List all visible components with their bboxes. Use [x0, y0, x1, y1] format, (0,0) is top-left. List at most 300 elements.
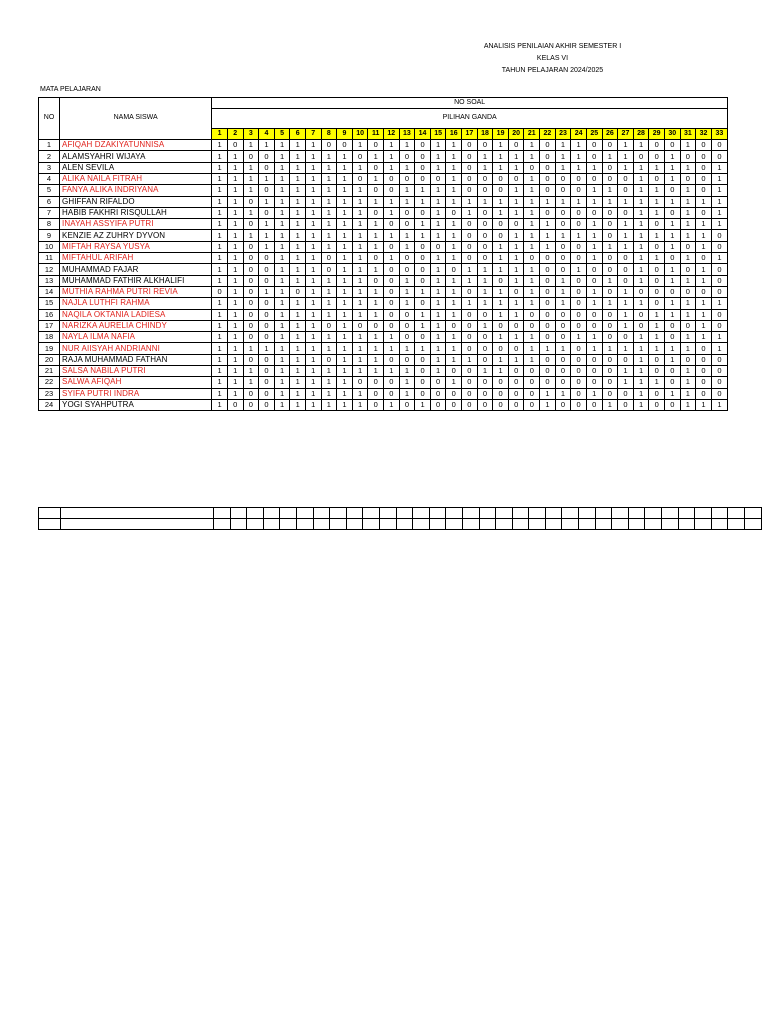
score-cell: 0 — [555, 332, 571, 343]
score-cell: 0 — [586, 354, 602, 365]
score-cell: 0 — [571, 377, 587, 388]
score-cell: 1 — [633, 343, 649, 354]
score-cell: 1 — [227, 162, 243, 173]
score-cell: 1 — [399, 275, 415, 286]
score-cell: 1 — [305, 332, 321, 343]
row-number: 4 — [39, 173, 60, 184]
score-cell: 1 — [462, 264, 478, 275]
score-cell: 0 — [368, 162, 384, 173]
row-number: 14 — [39, 286, 60, 297]
score-cell: 0 — [493, 388, 509, 399]
score-cell: 0 — [493, 275, 509, 286]
score-cell: 0 — [477, 230, 493, 241]
score-cell: 1 — [243, 343, 259, 354]
score-cell: 0 — [602, 309, 618, 320]
table-row — [39, 388, 728, 399]
score-cell: 1 — [352, 196, 368, 207]
score-cell: 1 — [274, 264, 290, 275]
score-cell: 0 — [664, 332, 680, 343]
score-cell: 1 — [649, 162, 665, 173]
score-cell: 0 — [586, 173, 602, 184]
score-cell: 1 — [384, 230, 400, 241]
score-cell: 0 — [243, 354, 259, 365]
score-cell: 1 — [446, 286, 462, 297]
score-cell: 1 — [524, 151, 540, 162]
score-cell: 1 — [227, 309, 243, 320]
score-cell: 1 — [540, 399, 556, 410]
score-cell: 0 — [430, 241, 446, 252]
score-cell: 0 — [462, 366, 478, 377]
score-cell: 0 — [555, 185, 571, 196]
score-cell: 1 — [305, 275, 321, 286]
score-cell: 0 — [571, 207, 587, 218]
score-cell: 1 — [508, 298, 524, 309]
question-number: 9 — [337, 128, 353, 139]
score-cell: 1 — [555, 140, 571, 151]
score-cell: 1 — [618, 219, 634, 230]
score-cell: 1 — [274, 196, 290, 207]
student-name: NARIZKA AURELIA CHINDY — [60, 320, 212, 331]
score-cell: 0 — [477, 388, 493, 399]
score-cell: 0 — [243, 399, 259, 410]
score-cell: 1 — [337, 173, 353, 184]
score-cell: 0 — [415, 275, 431, 286]
score-cell: 0 — [243, 286, 259, 297]
score-cell: 0 — [649, 286, 665, 297]
score-cell: 0 — [680, 264, 696, 275]
score-cell: 0 — [540, 354, 556, 365]
score-cell: 0 — [477, 332, 493, 343]
empty-cell — [429, 519, 446, 530]
question-number: 12 — [384, 128, 400, 139]
score-cell: 1 — [243, 140, 259, 151]
score-cell: 1 — [337, 151, 353, 162]
score-cell: 0 — [477, 399, 493, 410]
score-cell: 1 — [384, 207, 400, 218]
score-cell: 0 — [602, 332, 618, 343]
score-cell: 0 — [571, 399, 587, 410]
empty-cell — [462, 519, 479, 530]
no-soal-header: NO SOAL — [212, 98, 728, 109]
score-cell: 1 — [508, 264, 524, 275]
score-cell: 1 — [337, 298, 353, 309]
score-cell: 1 — [664, 219, 680, 230]
score-cell: 1 — [680, 343, 696, 354]
score-cell: 1 — [524, 207, 540, 218]
empty-cell — [678, 508, 695, 519]
score-cell: 0 — [259, 366, 275, 377]
score-cell: 1 — [680, 185, 696, 196]
score-cell: 0 — [508, 173, 524, 184]
score-cell: 1 — [415, 399, 431, 410]
score-cell: 1 — [243, 377, 259, 388]
score-cell: 0 — [680, 241, 696, 252]
score-cell: 1 — [212, 309, 228, 320]
score-cell: 0 — [259, 207, 275, 218]
score-cell: 1 — [586, 162, 602, 173]
score-cell: 1 — [384, 162, 400, 173]
score-cell: 1 — [586, 196, 602, 207]
score-cell: 1 — [633, 388, 649, 399]
score-cell: 1 — [352, 332, 368, 343]
score-cell: 1 — [352, 185, 368, 196]
score-cell: 1 — [680, 388, 696, 399]
score-cell: 1 — [508, 151, 524, 162]
score-cell: 1 — [321, 366, 337, 377]
score-cell: 0 — [696, 151, 712, 162]
score-cell: 0 — [259, 354, 275, 365]
no-header-bottom — [39, 128, 60, 139]
score-cell: 1 — [352, 388, 368, 399]
score-cell: 0 — [602, 207, 618, 218]
score-cell: 1 — [633, 264, 649, 275]
score-cell: 1 — [321, 173, 337, 184]
score-cell: 0 — [243, 151, 259, 162]
score-cell: 1 — [430, 207, 446, 218]
score-cell: 1 — [212, 230, 228, 241]
score-cell: 1 — [259, 173, 275, 184]
score-cell: 0 — [664, 185, 680, 196]
score-cell: 1 — [321, 151, 337, 162]
score-cell: 0 — [415, 354, 431, 365]
score-cell: 1 — [493, 162, 509, 173]
score-cell: 1 — [321, 399, 337, 410]
score-cell: 1 — [540, 241, 556, 252]
score-cell: 1 — [664, 196, 680, 207]
score-cell: 1 — [321, 185, 337, 196]
score-cell: 1 — [305, 219, 321, 230]
score-cell: 1 — [680, 377, 696, 388]
score-cell: 1 — [696, 275, 712, 286]
score-cell: 1 — [524, 286, 540, 297]
score-cell: 1 — [493, 354, 509, 365]
score-cell: 0 — [555, 207, 571, 218]
empty-cell — [695, 508, 712, 519]
score-cell: 1 — [227, 253, 243, 264]
score-cell: 1 — [524, 354, 540, 365]
score-cell: 0 — [462, 140, 478, 151]
score-cell: 0 — [415, 253, 431, 264]
score-cell: 1 — [508, 196, 524, 207]
score-cell: 0 — [243, 320, 259, 331]
score-cell: 1 — [352, 264, 368, 275]
score-cell: 1 — [290, 140, 306, 151]
score-cell: 1 — [321, 275, 337, 286]
score-cell: 0 — [259, 253, 275, 264]
score-cell: 0 — [664, 366, 680, 377]
empty-cell — [628, 519, 645, 530]
score-cell: 1 — [212, 140, 228, 151]
empty-cell — [512, 519, 529, 530]
score-cell: 0 — [618, 275, 634, 286]
score-cell: 1 — [493, 207, 509, 218]
score-cell: 1 — [446, 253, 462, 264]
score-cell: 1 — [274, 151, 290, 162]
score-cell: 1 — [696, 320, 712, 331]
score-cell: 0 — [602, 162, 618, 173]
score-cell: 0 — [384, 309, 400, 320]
empty-cell — [628, 508, 645, 519]
score-cell: 1 — [415, 219, 431, 230]
score-cell: 1 — [227, 241, 243, 252]
score-cell: 1 — [384, 140, 400, 151]
score-cell: 1 — [243, 366, 259, 377]
score-cell: 1 — [305, 230, 321, 241]
score-cell: 1 — [305, 320, 321, 331]
score-cell: 1 — [352, 399, 368, 410]
empty-row — [39, 519, 762, 530]
empty-cell — [429, 508, 446, 519]
score-cell: 1 — [305, 399, 321, 410]
score-cell: 1 — [305, 207, 321, 218]
score-cell: 0 — [259, 185, 275, 196]
score-cell: 1 — [337, 219, 353, 230]
score-cell: 0 — [571, 173, 587, 184]
score-cell: 0 — [680, 354, 696, 365]
score-cell: 0 — [586, 140, 602, 151]
score-cell: 1 — [352, 366, 368, 377]
score-cell: 1 — [227, 196, 243, 207]
score-cell: 0 — [664, 377, 680, 388]
score-cell: 1 — [352, 309, 368, 320]
score-cell: 0 — [243, 332, 259, 343]
score-cell: 1 — [290, 185, 306, 196]
score-cell: 0 — [633, 151, 649, 162]
score-cell: 1 — [508, 230, 524, 241]
score-cell: 1 — [227, 275, 243, 286]
row-number: 15 — [39, 298, 60, 309]
score-cell: 1 — [212, 298, 228, 309]
row-number: 18 — [39, 332, 60, 343]
score-cell: 1 — [649, 185, 665, 196]
score-cell: 1 — [227, 264, 243, 275]
score-cell: 1 — [430, 219, 446, 230]
score-cell: 0 — [462, 377, 478, 388]
score-cell: 0 — [508, 286, 524, 297]
score-cell: 0 — [524, 377, 540, 388]
score-cell: 1 — [368, 173, 384, 184]
score-cell: 0 — [259, 151, 275, 162]
score-cell: 0 — [711, 309, 727, 320]
score-cell: 1 — [508, 354, 524, 365]
score-cell: 0 — [259, 298, 275, 309]
score-cell: 1 — [680, 140, 696, 151]
score-cell: 1 — [337, 354, 353, 365]
student-name: ALIKA NAILA FITRAH — [60, 173, 212, 184]
score-cell: 0 — [649, 366, 665, 377]
score-cell: 1 — [321, 343, 337, 354]
score-cell: 1 — [305, 377, 321, 388]
score-cell: 1 — [212, 399, 228, 410]
score-cell: 1 — [711, 399, 727, 410]
score-cell: 1 — [493, 332, 509, 343]
score-cell: 1 — [586, 343, 602, 354]
score-cell: 1 — [274, 399, 290, 410]
no-header-top — [39, 98, 60, 109]
score-cell: 0 — [649, 264, 665, 275]
score-cell: 1 — [212, 343, 228, 354]
score-cell: 1 — [618, 140, 634, 151]
score-cell: 0 — [243, 388, 259, 399]
score-cell: 1 — [321, 241, 337, 252]
student-name: HABIB FAKHRI RISQULLAH — [60, 207, 212, 218]
score-cell: 0 — [321, 253, 337, 264]
score-cell: 1 — [633, 162, 649, 173]
score-cell: 1 — [305, 388, 321, 399]
score-cell: 0 — [586, 151, 602, 162]
empty-cell — [346, 508, 363, 519]
score-cell: 1 — [337, 388, 353, 399]
score-cell: 1 — [711, 196, 727, 207]
student-name: MUHAMMAD FATHIR ALKHALIFI — [60, 275, 212, 286]
score-cell: 1 — [446, 151, 462, 162]
score-cell: 0 — [462, 185, 478, 196]
score-cell: 0 — [384, 286, 400, 297]
score-cell: 0 — [586, 264, 602, 275]
score-cell: 1 — [290, 388, 306, 399]
score-cell: 0 — [664, 286, 680, 297]
score-cell: 1 — [555, 151, 571, 162]
student-name: KENZIE AZ ZUHRY DYVON — [60, 230, 212, 241]
score-cell: 1 — [352, 354, 368, 365]
score-cell: 0 — [696, 377, 712, 388]
score-cell: 1 — [415, 230, 431, 241]
score-cell: 1 — [305, 286, 321, 297]
question-number: 8 — [321, 128, 337, 139]
score-cell: 1 — [368, 286, 384, 297]
score-cell: 1 — [368, 309, 384, 320]
score-cell: 1 — [337, 332, 353, 343]
score-cell: 1 — [290, 354, 306, 365]
score-cell: 0 — [212, 286, 228, 297]
score-cell: 1 — [571, 196, 587, 207]
score-cell: 0 — [399, 207, 415, 218]
score-cell: 0 — [696, 286, 712, 297]
score-cell: 1 — [664, 388, 680, 399]
question-number: 4 — [259, 128, 275, 139]
score-cell: 1 — [274, 241, 290, 252]
row-number: 2 — [39, 151, 60, 162]
score-cell: 1 — [477, 275, 493, 286]
question-number: 29 — [649, 128, 665, 139]
empty-cell — [595, 519, 612, 530]
table-row — [39, 275, 728, 286]
score-cell: 0 — [618, 253, 634, 264]
score-cell: 0 — [321, 320, 337, 331]
empty-cell — [545, 519, 562, 530]
score-cell: 1 — [618, 343, 634, 354]
empty-cell — [363, 508, 380, 519]
score-cell: 1 — [212, 264, 228, 275]
score-cell: 0 — [649, 298, 665, 309]
student-name: MUHAMMAD FAJAR — [60, 264, 212, 275]
score-cell: 1 — [477, 162, 493, 173]
empty-cell — [595, 508, 612, 519]
student-name: SYIFA PUTRI INDRA — [60, 388, 212, 399]
score-cell: 0 — [664, 140, 680, 151]
score-cell: 0 — [243, 219, 259, 230]
score-cell: 1 — [508, 332, 524, 343]
score-cell: 1 — [633, 173, 649, 184]
empty-cell — [39, 508, 61, 519]
score-cell: 1 — [227, 185, 243, 196]
score-cell: 1 — [524, 140, 540, 151]
score-cell: 0 — [508, 377, 524, 388]
score-cell: 1 — [321, 309, 337, 320]
table-row — [39, 320, 728, 331]
score-cell: 0 — [602, 219, 618, 230]
score-cell: 1 — [571, 162, 587, 173]
score-cell: 0 — [462, 309, 478, 320]
question-number: 25 — [586, 128, 602, 139]
empty-cell — [612, 519, 629, 530]
score-cell: 0 — [415, 298, 431, 309]
table-row — [39, 219, 728, 230]
score-cell: 1 — [305, 241, 321, 252]
empty-cell — [247, 508, 264, 519]
score-cell: 0 — [633, 320, 649, 331]
question-number: 20 — [508, 128, 524, 139]
score-cell: 0 — [586, 377, 602, 388]
score-cell: 0 — [462, 241, 478, 252]
score-cell: 1 — [337, 320, 353, 331]
score-cell: 1 — [321, 286, 337, 297]
score-cell: 0 — [696, 253, 712, 264]
score-cell: 0 — [430, 173, 446, 184]
empty-cell — [662, 519, 679, 530]
row-number: 24 — [39, 399, 60, 410]
name-header-bottom — [60, 128, 212, 139]
score-cell: 0 — [352, 173, 368, 184]
score-cell: 1 — [680, 399, 696, 410]
score-cell: 0 — [696, 388, 712, 399]
score-cell: 1 — [212, 377, 228, 388]
score-cell: 1 — [493, 309, 509, 320]
empty-cell — [61, 508, 214, 519]
student-name: SALWA AFIQAH — [60, 377, 212, 388]
score-cell: 1 — [321, 298, 337, 309]
score-cell: 0 — [649, 151, 665, 162]
score-cell: 1 — [586, 298, 602, 309]
score-cell: 1 — [493, 264, 509, 275]
score-cell: 1 — [508, 309, 524, 320]
score-cell: 0 — [462, 151, 478, 162]
score-cell: 1 — [352, 286, 368, 297]
score-cell: 1 — [540, 230, 556, 241]
empty-cell — [662, 508, 679, 519]
empty-cell — [346, 519, 363, 530]
question-number: 22 — [540, 128, 556, 139]
score-cell: 0 — [415, 332, 431, 343]
score-cell: 1 — [555, 343, 571, 354]
score-cell: 1 — [462, 298, 478, 309]
score-cell: 0 — [711, 275, 727, 286]
score-cell: 1 — [555, 388, 571, 399]
score-cell: 1 — [274, 354, 290, 365]
score-cell: 0 — [368, 207, 384, 218]
score-cell: 1 — [664, 264, 680, 275]
score-cell: 0 — [399, 309, 415, 320]
score-cell: 1 — [274, 185, 290, 196]
score-cell: 1 — [274, 140, 290, 151]
score-cell: 0 — [711, 241, 727, 252]
score-cell: 0 — [415, 264, 431, 275]
score-cell: 1 — [477, 264, 493, 275]
empty-cell — [579, 508, 596, 519]
question-number: 13 — [399, 128, 415, 139]
student-name: SALSA NABILA PUTRI — [60, 366, 212, 377]
score-cell: 1 — [618, 151, 634, 162]
